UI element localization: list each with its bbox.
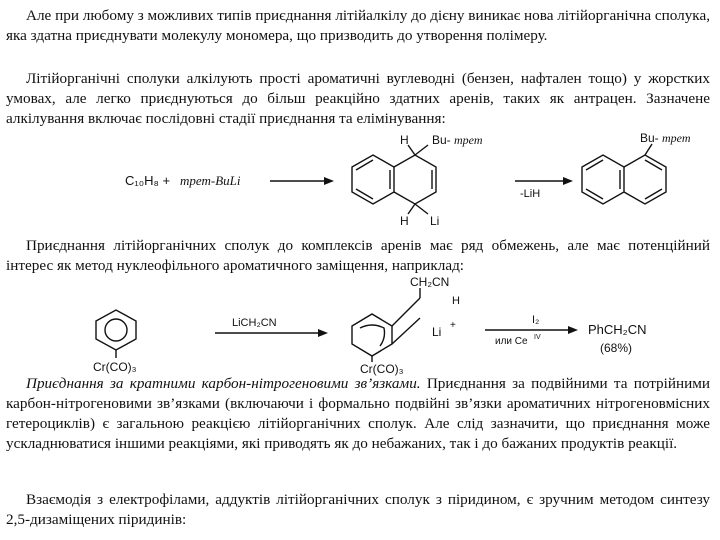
product-bu: Bu-	[640, 132, 659, 145]
ch2cn-group: CH₂CN	[410, 276, 450, 289]
arrow-label-lich2cn: LiCH₂CN	[232, 317, 277, 329]
arrow-head-3	[318, 329, 328, 337]
paragraph-4	[6, 374, 710, 454]
reaction-scheme-complex	[0, 276, 720, 376]
adduct-structure	[352, 145, 436, 214]
arrow-label-ce-sup: IV	[534, 334, 541, 341]
reaction-scheme-alkylation	[0, 132, 720, 232]
arrow-label-ce: или Ce	[495, 336, 528, 347]
intermediate-structure	[352, 288, 420, 362]
arrow-head-4	[568, 326, 578, 334]
product-naphthalene-structure	[582, 144, 666, 204]
product-yield: (68%)	[600, 341, 633, 355]
intermediate-complex-label: Cr(CO)₃	[360, 362, 404, 376]
reactant-naphthalene: C₁₀H₈ +	[125, 173, 171, 188]
adduct-tert-top: трет	[454, 133, 483, 147]
reagent-tbuli: трет-BuLi	[180, 173, 241, 188]
benzene-cr-complex	[96, 310, 136, 358]
section-heading-italic: Приєднання за кратними карбон-нітрогеновими зв’язками.	[26, 375, 421, 392]
product-tert: трет	[662, 132, 691, 145]
plus-label: +	[450, 320, 456, 331]
paragraph-1: Але при любому з можливих типів приєднання літійалкілу до дієну виникає нова літійорганічна сполука, яка здатна приєднувати молекулу мономера, що призводить до утворення полімеру.	[6, 7, 710, 44]
li-label: Li	[432, 325, 442, 339]
arrow-label-i2: I₂	[532, 314, 540, 326]
paragraph-4-body: Приєднання за подвійними та потрійними карбон-нітрогеновими зв’язками (включаючи і формально подвійні зв’язки ароматичних нітрогеновмісних гетероциклів) є загальною реакцією літійорганічних сполук. Але слід зазначити, що приєднання може ускладнюватися іншими реакціями, які приводять як до небажаних, так і до бажаних продуктів реакції.	[6, 375, 710, 452]
adduct-h-bottom: H	[400, 214, 409, 228]
h-label: H	[452, 295, 460, 307]
paragraph-5: Взаємодія з електрофілами, аддуктів літійорганічних сполук з піридином, є зручним методом синтезу 2,5-дизаміщених піридинів:	[6, 491, 710, 528]
adduct-h-top: H	[400, 133, 409, 147]
adduct-bu-top: Bu-	[432, 133, 451, 147]
arrow-label-lih: -LiH	[520, 188, 541, 200]
product-phch2cn: PhCH₂CN	[588, 322, 647, 337]
adduct-li-bottom: Li	[430, 214, 440, 228]
paragraph-2: Літійорганічні сполуки алкілують прості ароматичні вуглеводні (бензен, нафтален тощо) у жорстких умовах, але легко приєднуються до більш реакційно здатних аренів, таких як антрацен. Зазначене алкілування включає послідовні стадії приєднання та елімінування:	[6, 70, 710, 127]
arrow-head-1	[324, 177, 334, 185]
reactant-complex-label: Cr(CO)₃	[93, 360, 137, 374]
paragraph-3: Приєднання літійорганічних сполук до комплексів аренів має ряд обмежень, але має потенційний інтерес як метод нуклеофільного ароматичного заміщення, наприклад:	[6, 237, 710, 274]
arrow-head-2	[563, 177, 573, 185]
